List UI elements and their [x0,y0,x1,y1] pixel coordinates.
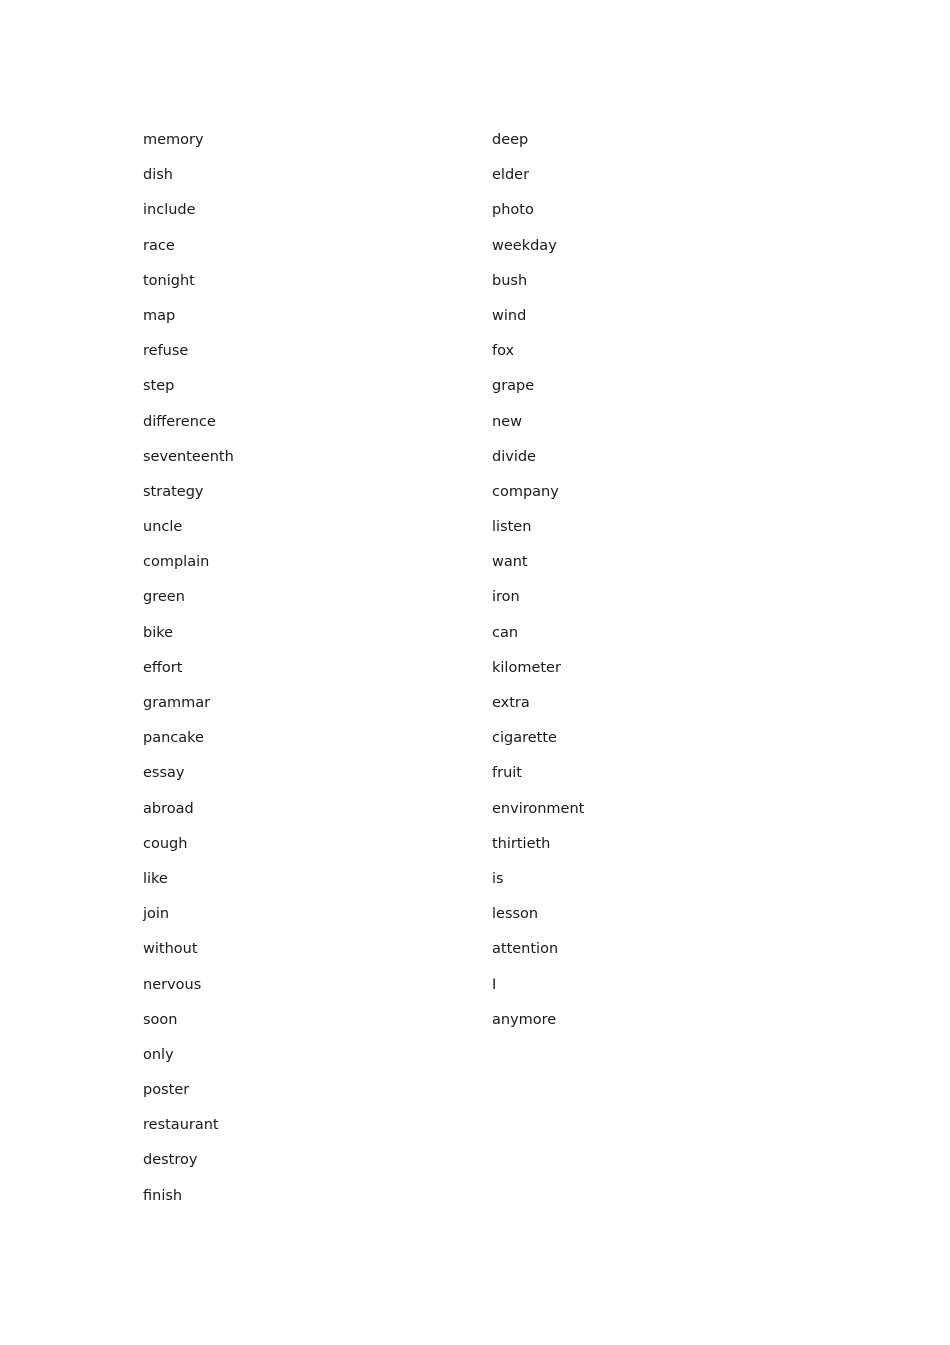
word-list-item: seventeenth [143,448,234,465]
word-list-item: thirtieth [492,835,551,852]
word-list-item: green [143,589,185,606]
word-list-item: photo [492,202,534,219]
word-list-item: anymore [492,1011,557,1028]
word-list-item: dish [143,167,173,184]
word-list-item: effort [143,659,183,676]
word-list-item: new [492,413,522,430]
word-list-item: tonight [143,272,195,289]
word-list-item: bush [492,272,528,289]
word-list-item: fox [492,343,515,360]
word-list-item: without [143,941,198,958]
word-list-item: pancake [143,730,204,747]
word-list-item: complain [143,554,210,571]
word-list-item: grape [492,378,535,395]
word-list-item: want [492,554,528,571]
word-list-item: weekday [492,237,557,254]
word-list-item: refuse [143,343,189,360]
word-list-item: strategy [143,483,204,500]
word-list-item: grammar [143,695,211,711]
word-list-item: poster [143,1082,190,1099]
word-list-item: destroy [143,1152,198,1169]
word-list-item: essay [143,765,185,782]
word-list-left-column [143,123,443,1214]
word-list-item: lesson [492,906,539,923]
word-list-item: company [492,483,559,500]
word-list-item: memory [143,132,204,148]
word-list-item: environment [492,800,585,817]
word-list-item: attention [492,941,559,958]
word-list-item: race [143,237,175,254]
word-list-item: wind [492,307,527,324]
word-list-item: bike [143,624,174,641]
word-list-item: cough [143,835,188,852]
word-list-item: cigarette [492,730,557,747]
word-list-item: abroad [143,800,194,817]
word-list-item: is [492,870,504,887]
word-list-item: map [143,307,176,324]
word-list-right-column [492,123,792,1038]
word-list-item: elder [492,167,530,184]
word-list-item: finish [143,1187,183,1204]
word-list-item: soon [143,1011,178,1028]
word-list-item: only [143,1046,174,1063]
word-list-item: include [143,202,196,219]
word-list-item: nervous [143,976,202,993]
word-list-item: can [492,624,519,641]
word-list-item: step [143,378,175,395]
word-list-item: listen [492,519,532,536]
word-list-item: restaurant [143,1117,219,1134]
word-list-item: join [143,906,170,923]
word-list-item: divide [492,448,536,465]
word-list-item: fruit [492,765,522,782]
word-list-item: kilometer [492,659,561,676]
word-list-item: like [143,870,168,887]
word-list-item: extra [492,695,530,711]
word-list-item: iron [492,589,520,606]
word-list-item: difference [143,413,216,430]
word-list-item: uncle [143,519,183,536]
word-list-item: I [492,976,497,993]
word-list-item: deep [492,132,529,148]
